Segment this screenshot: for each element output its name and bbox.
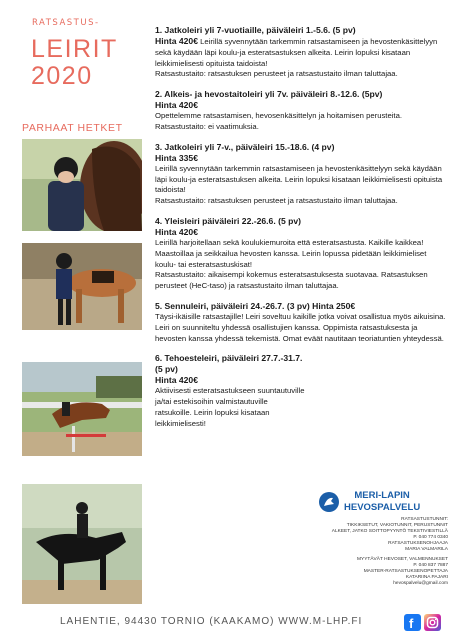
camp-description: Aktiivisesti esteratsastukseen suuntautuville ja/tai estekisoihin valmistautuville ratsukoille. Leirin lopuksi kisataan leikkimielisesti! [155, 386, 305, 428]
camp-description: Leirillä harjoitellaan sekä koulukiemuroita että esteratsastusta. Kaikille kaikkea! Maastoillaa ja seikkailua hevosten kanssa. Leirin lopussa pidetään leikkimieliset koulu- tai esteratsastuskisat! [155, 237, 427, 269]
contact-line: ALKEET, JATKO SOITTOPYYNTÖ TEKSTIVIESTILLÄ [331, 529, 448, 534]
contact-line: KATARIINA PAJARI [405, 575, 448, 580]
camp-item-6 [155, 353, 305, 429]
sidebar [0, 0, 150, 642]
photo-rider-horse [22, 139, 142, 231]
photo-jumping [22, 362, 142, 456]
camp-price: Hinta 420€ [155, 100, 198, 111]
camp-title: 4. Yleisleiri päiväleiri 22.-26.6. (5 pv) [155, 215, 302, 226]
logo-title-line2: HEVOSPALVELU [344, 502, 421, 513]
instagram-icon[interactable] [424, 614, 441, 631]
contact-line: MARIA VALMARILA [405, 547, 448, 552]
tagline: PARHAAT HETKET [22, 122, 123, 134]
camp-price: Hinta 420€ [155, 226, 198, 237]
photo-child-pony [22, 243, 142, 330]
brand-title [31, 36, 118, 90]
contact-line: TIKKIKSETUT, VAKIOTUNNIT, PERUSTUNNIT [346, 523, 448, 528]
camp-title: 2. Alkeis- ja hevostaitoleiri yli 7v. päiväleiri 8.-12.6. (5pv) [155, 89, 383, 100]
footer [0, 612, 455, 634]
camp-requirement: Ratsastustaito: aikaisempi kokemus esteratsastuksesta suotavaa. Ratsastuksen perusteet (HeC-taso) ja ratsastustaito ilman taluttajaa. [155, 270, 428, 291]
camp-requirement: Ratsastustaito: ratsastuksen perusteet ja ratsastustaito ilman taluttajaa. [155, 69, 398, 79]
camp-description: Leirillä syvennytään tarkemmin ratsastamiseen ja hevostenkäsittelyyn sekä käydään läpi koulu-ja esteratsastuksen alkeita. Leirin lopuksi kisataan leikkimielisesti opituista taidoista! [155, 163, 443, 195]
footer-address: LAHENTIE, 94430 TORNIO (KAAKAMO) WWW.M-LHP.FI [60, 616, 363, 627]
contact-line: MYYTÄVÄT HEVOSET, VALMENNUKSET [357, 557, 448, 562]
svg-text:f: f [409, 616, 414, 631]
camp-price: Hinta 335€ [155, 152, 198, 163]
camp-description: Täysi-ikäisille ratsastajille! Leiri soveltuu kaikille jotka voivat osallistua myös aikuisina. Leiri on suunniteltu yhdessä osallistujien kanssa. Oppimista ratsastuksesta ja hevosten kanssa yhdessä tekemistä. Omat eväät nautitaan teoriatuntien yhteydessä. [155, 311, 446, 343]
camp-description: Leirillä syvennytään tarkemmin ratsastamiseen ja hevostenkäsittelyyn sekä käydään läpi koulu-ja esteratsastuksen alkeita. Leirin lopuksi kisataan leikkimielisesti opituista taidoista! [155, 37, 438, 68]
camp-title: 1. Jatkoleiri yli 7-vuotiaille, päiväleiri 1.-5.6. (5 pv) [155, 25, 356, 35]
photo-black-horse [22, 484, 142, 604]
camp-item-4 [155, 216, 447, 292]
camp-item-2 [155, 89, 447, 133]
camp-description: Opettelemme ratsastamisen, hevosenkäsittelyn ja hoitamisen perusteita. Ratsastustaito: ei vaatimuksia. [155, 111, 402, 131]
facebook-icon[interactable] [404, 614, 421, 631]
contact-email: hevospalvelu@gmail.com [393, 581, 448, 586]
brand-title-line1: LEIRIT [31, 35, 118, 63]
contact-info [318, 517, 448, 587]
contact-line: P. 040 774 0340 [413, 535, 448, 540]
camp-list [155, 25, 447, 439]
camp-title: 3. Jatkoleiri yli 7-v., päiväleiri 15.-18.6. (4 pv) [155, 141, 335, 152]
contact-line: MASTER-RATSASTUKSENOPETTAJA [363, 569, 448, 574]
camp-price: Hinta 420€ [155, 36, 198, 46]
camp-requirement: Ratsastustaito: ratsastuksen perusteet ja ratsastustaito ilman taluttajaa. [155, 196, 398, 206]
camp-title: 6. Tehoesteleiri, päiväleiri 27.7.-31.7. (5 pv) [155, 353, 303, 375]
camp-item-1 [155, 25, 447, 80]
logo-icon [318, 491, 340, 513]
contact-line: P. 040 837 7887 [413, 563, 448, 568]
brand-small-title: RATSASTUS- [32, 18, 100, 28]
camp-price: Hinta 420€ [155, 375, 198, 386]
camp-item-5 [155, 301, 447, 344]
logo-title-line1: MERI-LAPIN [354, 490, 410, 501]
contact-line: RATSASTUSTUNNIT: [401, 517, 448, 522]
brand-title-line2: 2020 [31, 62, 93, 90]
camp-title: 5. Sennuleiri, päiväleiri 24.-26.7. (3 pv) Hinta 250€ [155, 300, 356, 311]
contact-line: RATSASTUKSENOHJAAJA [388, 541, 448, 546]
camp-item-3 [155, 142, 447, 207]
company-logo-block [318, 490, 448, 587]
